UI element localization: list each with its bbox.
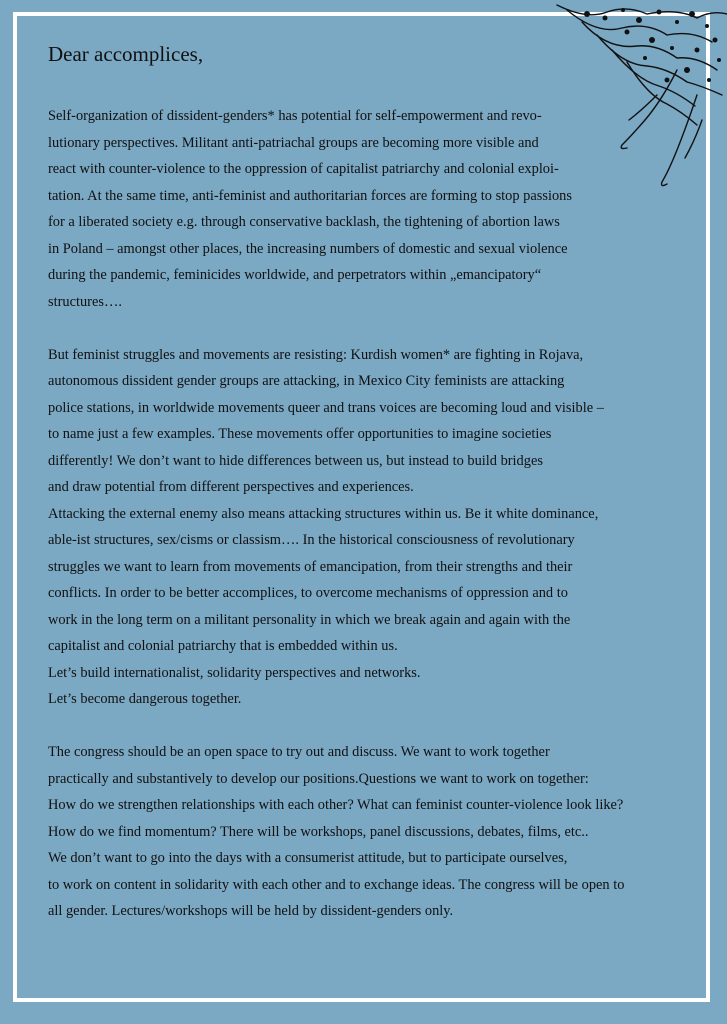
text-line: to name just a few examples. These movements offer opportunities to imagine societies [48, 426, 552, 442]
text-line: tation. At the same time, anti-feminist and authoritarian forces are forming to stop passions [48, 187, 572, 204]
text-line: able-ist structures, sex/cisms or classism…. In the historical consciousness of revolutionary [48, 532, 575, 548]
text-line: react with counter-violence to the oppression of capitalist patriarchy and colonial exploi- [48, 161, 559, 177]
letter-body [48, 103, 708, 925]
text-line: conflicts. In order to be better accomplices, to overcome mechanisms of oppression and to [48, 585, 568, 601]
text-line: work in the long term on a militant personality in which we break again and again with the [48, 611, 571, 628]
text-line: during the pandemic, feminicides worldwide, and perpetrators within „emancipatory“ [48, 267, 542, 283]
text-line: to work on content in solidarity with each other and to exchange ideas. The congress will be open to [48, 876, 625, 893]
letter-greeting: Dear accomplices, [48, 42, 204, 66]
text-line: But feminist struggles and movements are resisting: Kurdish women* are fighting in Rojava, [48, 346, 584, 363]
text-line: police stations, in worldwide movements queer and trans voices are becoming loud and visible – [48, 399, 604, 416]
text-line: all gender. Lectures/workshops will be held by dissident-genders only. [48, 903, 454, 919]
text-line: structures…. [48, 293, 122, 310]
text-line: Attacking the external enemy also means attacking structures within us. Be it white dominance, [48, 505, 599, 522]
text-line: struggles we want to learn from movements of emancipation, from their strengths and their [48, 558, 573, 575]
text-line: We don’t want to go into the days with a consumerist attitude, but to participate ourselves, [48, 850, 568, 866]
paragraph-break [48, 713, 708, 740]
text-line: lutionary perspectives. Militant anti-patriachal groups are becoming more visible and [48, 134, 539, 151]
text-line: autonomous dissident gender groups are attacking, in Mexico City feminists are attacking [48, 373, 565, 389]
text-line: Let’s become dangerous together. [48, 691, 242, 707]
text-line: and draw potential from different perspectives and experiences. [48, 479, 414, 495]
text-line: capitalist and colonial patriarchy that is embedded within us. [48, 638, 398, 654]
text-line: Self-organization of dissident-genders* has potential for self-empowerment and revo- [48, 108, 542, 124]
paragraph-break [48, 315, 708, 342]
text-line: The congress should be an open space to try out and discuss. We want to work together [48, 744, 550, 760]
text-line: How do we find momentum? There will be workshops, panel discussions, debates, films, etc.. [48, 823, 589, 840]
text-line: Let’s build internationalist, solidarity perspectives and networks. [48, 664, 421, 681]
text-line: How do we strengthen relationships with each other? What can feminist counter-violence look like? [48, 797, 624, 813]
text-line: practically and substantively to develop our positions.Questions we want to work on together: [48, 770, 589, 787]
text-line: in Poland – amongst other places, the increasing numbers of domestic and sexual violence [48, 240, 568, 257]
text-line: for a liberated society e.g. through conservative backlash, the tightening of abortion laws [48, 214, 560, 230]
text-line: differently! We don’t want to hide differences between us, but instead to build bridges [48, 452, 543, 469]
